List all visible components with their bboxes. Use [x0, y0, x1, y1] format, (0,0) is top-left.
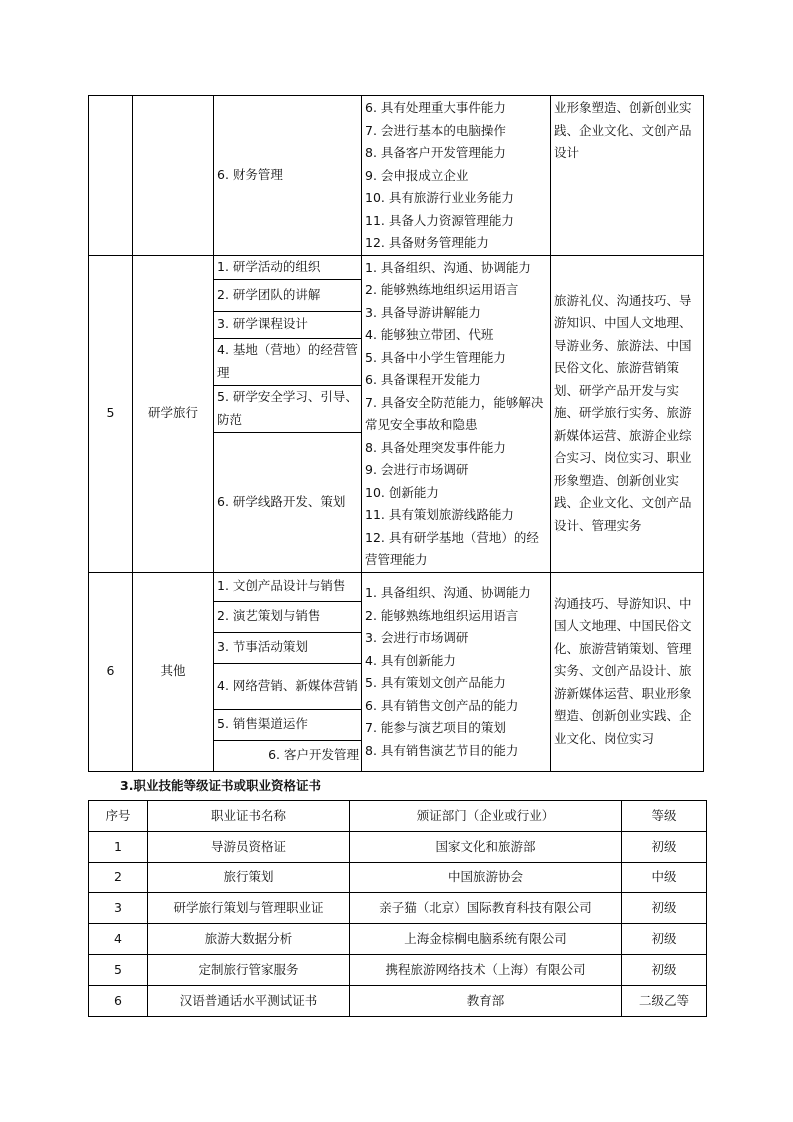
- section-heading: 3.职业技能等级证书或职业资格证书: [120, 778, 321, 793]
- course-list: 业形象塑造、创新创业实践、企业文化、文创产品设计: [551, 96, 704, 256]
- table-row: [89, 572, 704, 601]
- table-row: [89, 96, 704, 256]
- table-row: [89, 255, 704, 280]
- ability-item: 11. 具备人力资源管理能力: [365, 212, 514, 228]
- task-item: 5. 研学安全学习、引导、防范: [214, 385, 362, 432]
- task-item: 6. 客户开发管理: [214, 740, 362, 771]
- ability-item: 6. 具有处理重大事件能力: [365, 100, 506, 115]
- cell-number: 6: [89, 985, 148, 1016]
- ability-item: 8. 具有销售演艺节目的能力: [365, 742, 519, 758]
- ability-item: 12. 具备财务管理能力: [365, 235, 489, 250]
- ability-item: 5. 具有策划文创产品能力: [365, 675, 506, 690]
- task-item: 6. 财务管理: [214, 96, 362, 256]
- cell-number: 4: [89, 924, 148, 955]
- cell-number: 3: [89, 893, 148, 924]
- table-header-row: [89, 801, 707, 832]
- cell-certificate: 旅游大数据分析: [148, 924, 350, 955]
- ability-list: [362, 96, 551, 256]
- cell-level: 初级: [622, 954, 707, 985]
- table-row: [89, 862, 707, 893]
- header-cell: 颁证部门（企业或行业）: [350, 801, 622, 832]
- ability-item: 1. 具备组织、沟通、协调能力: [365, 585, 531, 600]
- ability-item: 2. 能够熟练地组织运用语言: [365, 282, 519, 297]
- row-number: 6: [89, 572, 133, 771]
- table-row: [89, 985, 707, 1016]
- header-cell: 等级: [622, 801, 707, 832]
- task-item: 2. 研学团队的讲解: [214, 280, 362, 312]
- ability-item: 9. 会申报成立企业: [365, 167, 469, 183]
- cell-level: 初级: [622, 893, 707, 924]
- job-name: 其他: [133, 572, 214, 771]
- ability-list: [362, 255, 551, 572]
- cell-certificate: 定制旅行管家服务: [148, 954, 350, 985]
- table-row: [89, 831, 707, 862]
- ability-list: [362, 572, 551, 771]
- ability-item: 12. 具有研学基地（营地）的经营管理能力: [365, 529, 539, 567]
- ability-item: 4. 能够独立带团、代班: [365, 327, 494, 342]
- task-item: 6. 研学线路开发、策划: [214, 432, 362, 572]
- cell-issuer: 携程旅游网络技术（上海）有限公司: [350, 954, 622, 985]
- job-task-table: [88, 95, 704, 772]
- ability-item: 3. 具备导游讲解能力: [365, 304, 481, 320]
- cell-issuer: 上海金棕榈电脑系统有限公司: [350, 924, 622, 955]
- ability-item: 10. 具有旅游行业业务能力: [365, 190, 514, 205]
- cell-number: 1: [89, 831, 148, 862]
- ability-item: 11. 具有策划旅游线路能力: [365, 507, 514, 522]
- ability-item: 8. 具备处理突发事件能力: [365, 439, 506, 455]
- certificate-table: [88, 800, 707, 1017]
- table-row: [89, 954, 707, 985]
- job-name: 研学旅行: [133, 255, 214, 572]
- task-item: 3. 节事活动策划: [214, 632, 362, 663]
- cell-issuer: 亲子猫（北京）国际教育科技有限公司: [350, 893, 622, 924]
- cell-level: 初级: [622, 924, 707, 955]
- cell-issuer: 教育部: [350, 985, 622, 1016]
- job-name: [133, 96, 214, 256]
- task-item: 1. 研学活动的组织: [214, 255, 362, 280]
- cell-number: 2: [89, 862, 148, 893]
- cell-certificate: 汉语普通话水平测试证书: [148, 985, 350, 1016]
- table-row: [89, 893, 707, 924]
- task-item: 2. 演艺策划与销售: [214, 601, 362, 632]
- task-item: 3. 研学课程设计: [214, 311, 362, 338]
- ability-item: 7. 能参与演艺项目的策划: [365, 720, 506, 735]
- ability-item: 3. 会进行市场调研: [365, 630, 469, 645]
- ability-item: 7. 会进行基本的电脑操作: [365, 122, 506, 138]
- row-number: [89, 96, 133, 256]
- cell-level: 二级乙等: [622, 985, 707, 1016]
- cell-number: 5: [89, 954, 148, 985]
- table-row: [89, 924, 707, 955]
- task-item: 4. 基地（营地）的经营管理: [214, 338, 362, 385]
- course-list: 沟通技巧、导游知识、中国人文地理、中国民俗文化、旅游营销策划、管理实务、文创产品设计、旅游新媒体运营、职业形象塑造、创新创业实践、企业文化、岗位实习: [551, 572, 704, 771]
- ability-item: 8. 具备客户开发管理能力: [365, 145, 506, 160]
- row-number: 5: [89, 255, 133, 572]
- cell-level: 初级: [622, 831, 707, 862]
- cell-issuer: 中国旅游协会: [350, 862, 622, 893]
- task-item: 1. 文创产品设计与销售: [214, 572, 362, 601]
- course-list: 旅游礼仪、沟通技巧、导游知识、中国人文地理、导游业务、旅游法、中国民俗文化、旅游营销策划、研学产品开发与实施、研学旅行实务、旅游新媒体运营、旅游企业综合实习、岗位实习、职业形象塑造、创新创业实践、企业文化、文创产品设计、管理实务: [551, 255, 704, 572]
- cell-certificate: 旅行策划: [148, 862, 350, 893]
- ability-item: 7. 具备安全防范能力，能够解决常见安全事故和隐患: [365, 394, 544, 432]
- ability-item: 1. 具备组织、沟通、协调能力: [365, 259, 531, 275]
- cell-issuer: 国家文化和旅游部: [350, 831, 622, 862]
- ability-item: 10. 创新能力: [365, 484, 439, 500]
- ability-item: 9. 会进行市场调研: [365, 462, 469, 477]
- ability-item: 6. 具备课程开发能力: [365, 372, 481, 387]
- task-item: 5. 销售渠道运作: [214, 709, 362, 740]
- ability-item: 6. 具有销售文创产品的能力: [365, 697, 519, 713]
- cell-certificate: 研学旅行策划与管理职业证: [148, 893, 350, 924]
- ability-item: 5. 具备中小学生管理能力: [365, 349, 506, 365]
- ability-item: 4. 具有创新能力: [365, 652, 456, 668]
- task-item: 4. 网络营销、新媒体营销: [214, 663, 362, 709]
- cell-level: 中级: [622, 862, 707, 893]
- cell-certificate: 导游员资格证: [148, 831, 350, 862]
- ability-item: 2. 能够熟练地组织运用语言: [365, 607, 519, 623]
- header-cell: 职业证书名称: [148, 801, 350, 832]
- header-cell: 序号: [89, 801, 148, 832]
